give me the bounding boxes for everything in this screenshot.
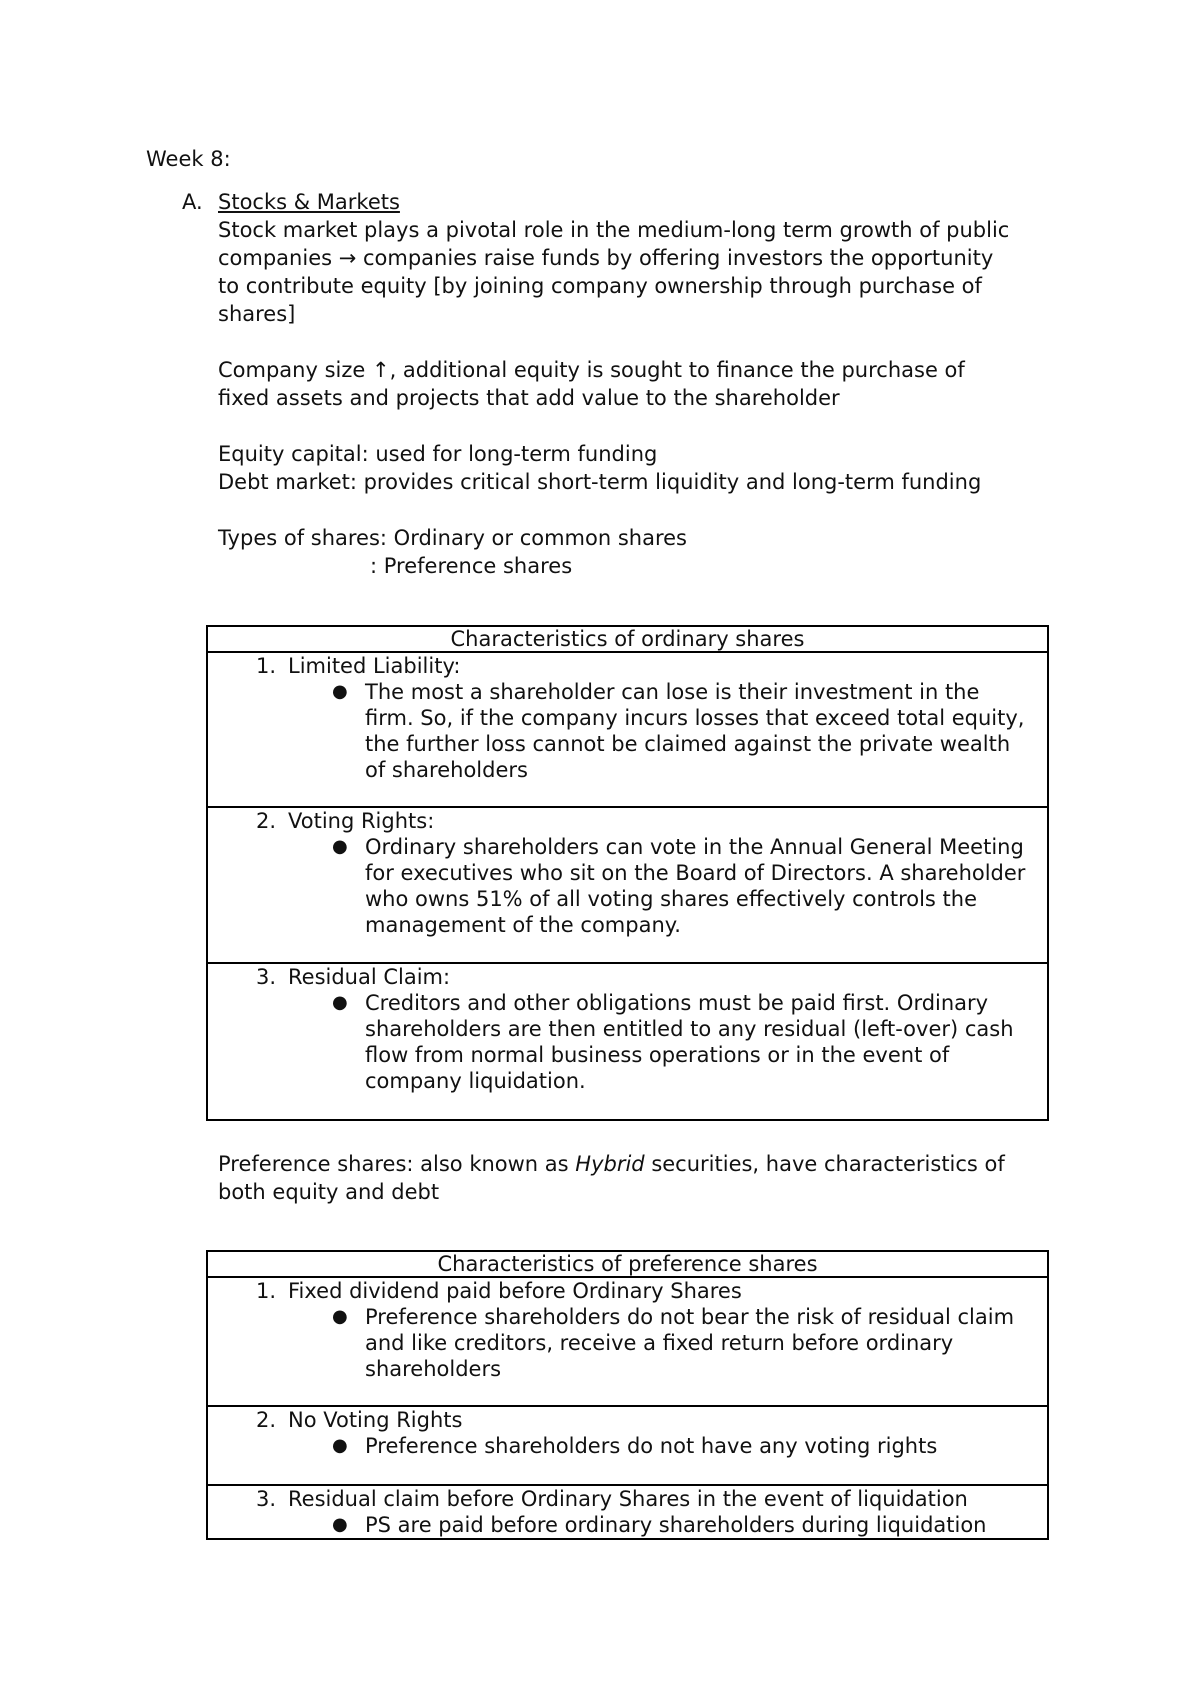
table-row bbox=[207, 963, 1048, 1120]
bullet-icon: ● bbox=[332, 1306, 348, 1327]
item-bullet-text: Preference shareholders do not bear the risk of residual claim and like creditors, receive a fixed return before ordinary shareholders bbox=[365, 1305, 1015, 1381]
item-heading: Residual claim before Ordinary Shares in the event of liquidation bbox=[288, 1487, 968, 1511]
intro-text: securities, have characteristics of bbox=[644, 1152, 1005, 1176]
table-row bbox=[207, 1406, 1048, 1485]
item-bullet-text: Creditors and other obligations must be paid first. Ordinary shareholders are then entitled to any residual (left-over) cash flow from normal business operations or in the event of company liquidation. bbox=[365, 991, 1014, 1093]
preference-intro-line2: both equity and debt bbox=[218, 1180, 440, 1204]
item-bullet-text: The most a shareholder can lose is their investment in the firm. So, if the company incurs losses that exceed total equity, the further loss cannot be claimed against the private wealth of shareholders bbox=[365, 680, 1025, 782]
text-line: fixed assets and projects that add value to the shareholder bbox=[218, 386, 840, 410]
text-line: Company size ↑, additional equity is sought to finance the purchase of bbox=[218, 358, 965, 382]
bullet-icon: ● bbox=[332, 681, 348, 702]
bullet-icon: ● bbox=[332, 1435, 348, 1456]
text-line: companies → companies raise funds by offering investors the opportunity bbox=[218, 246, 994, 270]
item-number: 1. bbox=[256, 1279, 277, 1303]
item-number: 2. bbox=[256, 809, 277, 833]
item-bullet-text: PS are paid before ordinary shareholders during liquidation bbox=[365, 1513, 987, 1537]
text-line: Stock market plays a pivotal role in the medium-long term growth of public bbox=[218, 218, 1010, 242]
preference-shares-table bbox=[206, 1250, 1049, 1540]
item-heading: Limited Liability: bbox=[288, 654, 461, 678]
debt-market-line: Debt market: provides critical short-term liquidity and long-term funding bbox=[218, 470, 982, 494]
item-heading: Residual Claim: bbox=[288, 965, 451, 989]
paragraph-company-size bbox=[218, 356, 1078, 412]
table-title: Characteristics of preference shares bbox=[207, 1251, 1048, 1277]
bullet-icon: ● bbox=[332, 836, 348, 857]
page-heading: Week 8: bbox=[146, 147, 231, 171]
intro-text: Preference shares: also known as bbox=[218, 1152, 576, 1176]
preference-intro-line bbox=[218, 1150, 1005, 1178]
item-heading: Voting Rights: bbox=[288, 809, 435, 833]
item-bullet-text: Ordinary shareholders can vote in the Annual General Meeting for executives who sit on the Board of Directors. A shareholder who owns 51% of all voting shares effectively controls the management of the company. bbox=[365, 835, 1026, 937]
table-title: Characteristics of ordinary shares bbox=[207, 626, 1048, 652]
table-row bbox=[207, 1485, 1048, 1539]
section-title: Stocks & Markets bbox=[218, 190, 400, 214]
table-row bbox=[207, 807, 1048, 963]
text-line: to contribute equity [by joining company ownership through purchase of bbox=[218, 274, 982, 298]
types-of-shares-line: Types of shares: Ordinary or common shares bbox=[218, 526, 687, 550]
item-number: 2. bbox=[256, 1408, 277, 1432]
item-number: 3. bbox=[256, 965, 277, 989]
preference-shares-line: : Preference shares bbox=[370, 554, 573, 578]
paragraph-stock-market bbox=[218, 216, 1078, 328]
bullet-icon: ● bbox=[332, 992, 348, 1013]
equity-capital-line: Equity capital: used for long-term funding bbox=[218, 442, 658, 466]
item-bullet-text: Preference shareholders do not have any voting rights bbox=[365, 1434, 938, 1458]
item-number: 3. bbox=[256, 1487, 277, 1511]
bullet-icon: ● bbox=[332, 1514, 348, 1535]
item-number: 1. bbox=[256, 654, 277, 678]
section-marker: A. bbox=[182, 190, 203, 214]
ordinary-shares-table bbox=[206, 625, 1049, 1121]
item-heading: No Voting Rights bbox=[288, 1408, 463, 1432]
table-row bbox=[207, 652, 1048, 807]
table-row bbox=[207, 1277, 1048, 1406]
intro-italic: Hybrid bbox=[575, 1152, 645, 1176]
item-heading: Fixed dividend paid before Ordinary Shares bbox=[288, 1279, 742, 1303]
paragraph-capital bbox=[218, 440, 1078, 496]
text-line: shares] bbox=[218, 302, 296, 326]
